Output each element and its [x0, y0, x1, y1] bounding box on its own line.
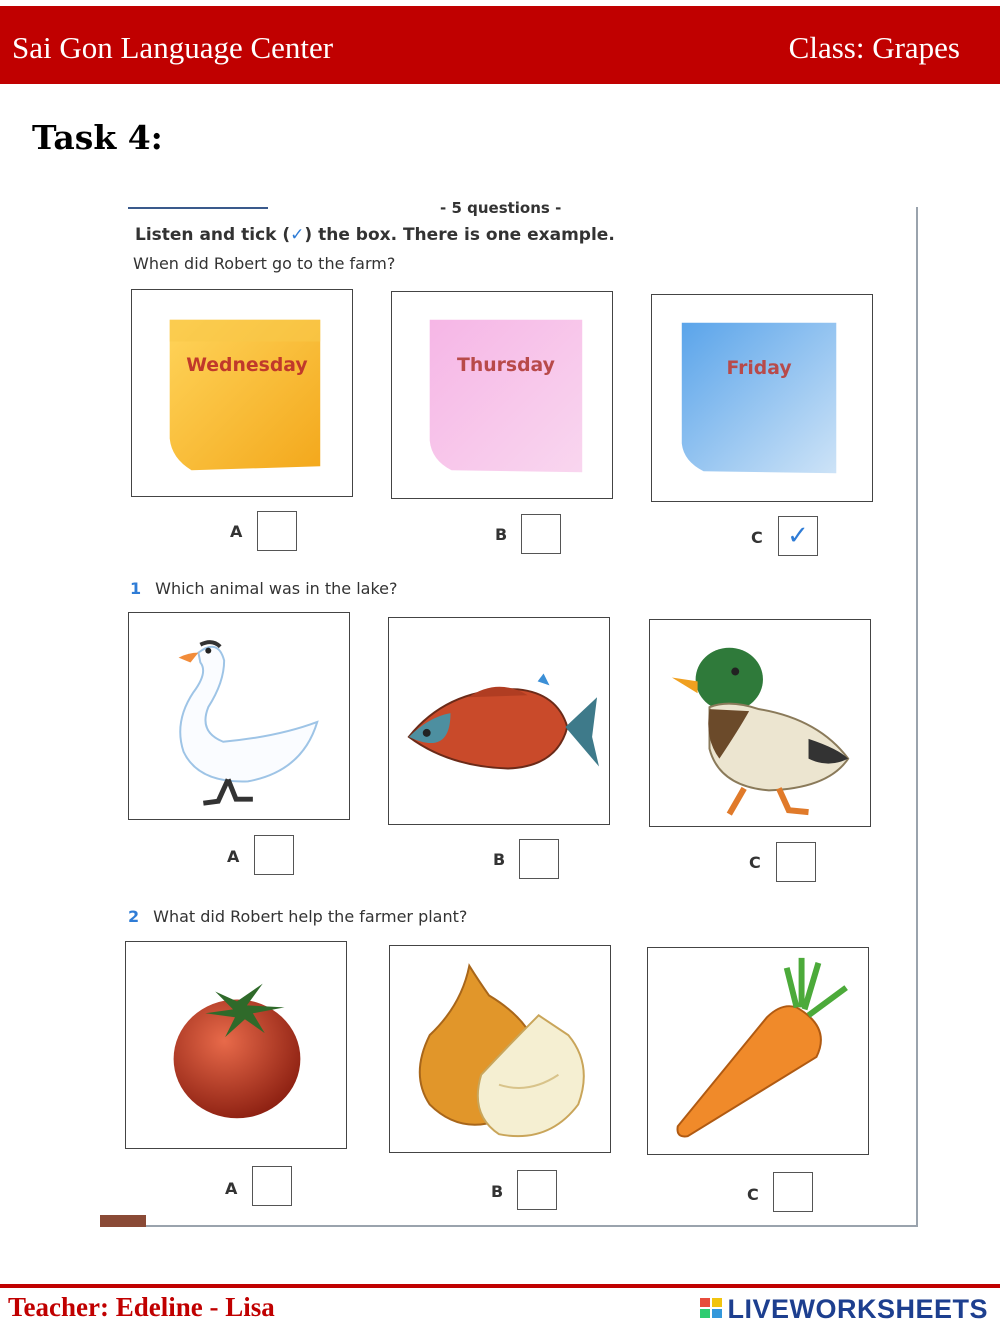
question-2-checkbox-b[interactable] [517, 1170, 557, 1210]
note-friday: Friday [726, 358, 792, 380]
duck-icon [650, 620, 870, 826]
onion-icon [390, 946, 610, 1152]
question-1-option-b-image [388, 617, 610, 825]
worksheet-scan [100, 199, 918, 1227]
question-1-letter-a: A [227, 847, 240, 866]
question-2-number: 2 [128, 907, 140, 926]
question-2-letter-a: A [225, 1179, 238, 1198]
question-2-checkbox-a[interactable] [252, 1166, 292, 1206]
question-2-letter-b: B [491, 1182, 504, 1201]
fish-icon [389, 618, 609, 824]
question-1-letter-c: C [749, 853, 761, 872]
page-corner-mark [100, 1215, 146, 1227]
example-question: When did Robert go to the farm? [133, 254, 396, 273]
question-1-option-c-image [649, 619, 871, 827]
liveworksheets-icon [700, 1298, 724, 1320]
question-1-option-a-image [128, 612, 350, 820]
tick-icon: ✓ [787, 521, 809, 551]
question-1-number: 1 [130, 579, 142, 598]
question-2 [128, 907, 467, 926]
note-thursday: Thursday [457, 355, 555, 377]
example-letter-c: C [751, 528, 763, 547]
swan-icon [129, 613, 349, 819]
question-1-checkbox-c[interactable] [776, 842, 816, 882]
teacher-name: Teacher: Edeline - Lisa [8, 1292, 275, 1322]
question-2-letter-c: C [747, 1185, 759, 1204]
top-rule [128, 207, 268, 209]
example-checkbox-b[interactable] [521, 514, 561, 554]
question-1 [130, 579, 398, 598]
question-2-option-a-image [125, 941, 347, 1149]
instruction [135, 225, 615, 245]
question-2-checkbox-c[interactable] [773, 1172, 813, 1212]
question-2-option-b-image [389, 945, 611, 1153]
instruction-part-2: ) the box. There is one example. [304, 225, 615, 245]
example-option-c-image [651, 294, 873, 502]
example-checkbox-a[interactable] [257, 511, 297, 551]
question-1-checkbox-a[interactable] [254, 835, 294, 875]
example-letter-b: B [495, 525, 508, 544]
question-2-option-c-image [647, 947, 869, 1155]
task-title: Task 4: [32, 118, 163, 157]
footer-rule [0, 1284, 1000, 1288]
brand-text: LIVEWORKSHEETS [727, 1294, 988, 1324]
header-bar [0, 6, 1000, 84]
example-option-b-image [391, 291, 613, 499]
class-name: Class: Grapes [788, 30, 960, 65]
example-option-a-image [131, 289, 353, 497]
instruction-part-1: Listen and tick ( [135, 225, 291, 245]
example-letter-a: A [230, 522, 243, 541]
tomato-icon [126, 942, 346, 1148]
carrot-icon [648, 948, 868, 1154]
example-checkbox-c[interactable] [778, 516, 818, 556]
liveworksheets-logo[interactable] [700, 1294, 988, 1325]
note-wednesday: Wednesday [186, 355, 308, 377]
question-2-text: What did Robert help the farmer plant? [153, 907, 468, 926]
question-1-text: Which animal was in the lake? [155, 579, 398, 598]
question-1-letter-b: B [493, 850, 506, 869]
instruction-tick-icon: ✓ [290, 225, 305, 245]
question-1-checkbox-b[interactable] [519, 839, 559, 879]
questions-heading: - 5 questions - [440, 199, 562, 217]
center-name: Sai Gon Language Center [12, 30, 334, 65]
